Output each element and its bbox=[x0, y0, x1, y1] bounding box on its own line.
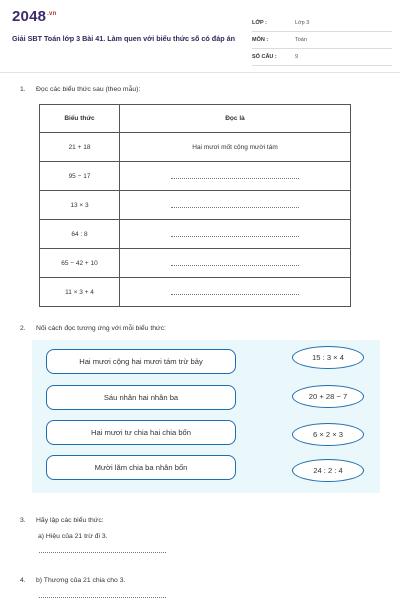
meta-key: LỚP : bbox=[252, 20, 267, 26]
question-text: Đọc các biểu thức sau (theo mẫu): bbox=[36, 86, 141, 93]
meta-value: Toán bbox=[295, 37, 307, 43]
answer-blank[interactable] bbox=[171, 231, 299, 237]
reading-cell[interactable] bbox=[120, 278, 351, 307]
reading-option[interactable]: Sáu nhân hai nhân ba bbox=[46, 385, 236, 410]
reading-cell[interactable] bbox=[120, 220, 351, 249]
question-number: 2. bbox=[20, 325, 26, 332]
column-header-expression: Biểu thức bbox=[40, 105, 120, 133]
expression-option[interactable]: 20 + 28 − 7 bbox=[292, 385, 364, 408]
logo-suffix: .vn bbox=[47, 11, 57, 17]
table-row bbox=[40, 278, 351, 307]
meta-panel bbox=[252, 15, 392, 66]
question-number: 1. bbox=[20, 86, 26, 93]
answer-blank[interactable] bbox=[171, 173, 299, 179]
expression-cell: 64 : 8 bbox=[40, 220, 120, 249]
answer-blank[interactable] bbox=[39, 597, 166, 598]
reading-option[interactable]: Hai mươi tư chia hai chia bốn bbox=[46, 420, 236, 445]
reading-cell[interactable] bbox=[120, 162, 351, 191]
expression-cell: 95 − 17 bbox=[40, 162, 120, 191]
question-number: 3. bbox=[20, 517, 26, 524]
header-divider bbox=[0, 72, 400, 73]
table-row bbox=[40, 191, 351, 220]
reading-cell[interactable] bbox=[120, 191, 351, 220]
table-header-row bbox=[40, 105, 351, 133]
table-row bbox=[40, 220, 351, 249]
expression-cell: 21 + 18 bbox=[40, 133, 120, 162]
expression-option[interactable]: 24 : 2 : 4 bbox=[292, 459, 364, 482]
answer-blank[interactable] bbox=[171, 202, 299, 208]
meta-row-subject bbox=[252, 32, 392, 49]
meta-value: 9 bbox=[295, 54, 299, 60]
document-title: Giải SBT Toán lớp 3 Bài 41. Làm quen với biểu thức số có đáp án bbox=[12, 34, 235, 43]
expression-cell: 11 × 3 + 4 bbox=[40, 278, 120, 307]
expression-table bbox=[39, 104, 351, 307]
meta-row-count bbox=[252, 49, 392, 66]
table-row bbox=[40, 162, 351, 191]
answer-blank[interactable] bbox=[171, 289, 299, 295]
answer-blank[interactable] bbox=[39, 552, 166, 553]
reading-option[interactable]: Hai mươi cộng hai mươi tám trừ bảy bbox=[46, 349, 236, 374]
column-header-reading: Đọc là bbox=[120, 105, 351, 133]
reading-cell: Hai mươi mốt cộng mười tám bbox=[120, 133, 351, 162]
question-text: Nối cách đọc tương ứng với mỗi biểu thức: bbox=[36, 325, 166, 332]
reading-option[interactable]: Mười lăm chia ba nhân bốn bbox=[46, 455, 236, 480]
question-text: b) Thương của 21 chia cho 3. bbox=[36, 577, 126, 584]
site-logo[interactable] bbox=[12, 8, 56, 25]
meta-row-class bbox=[252, 15, 392, 32]
answer-blank[interactable] bbox=[171, 260, 299, 266]
question-text: Hãy lập các biểu thức: bbox=[36, 517, 104, 524]
reading-cell[interactable] bbox=[120, 249, 351, 278]
table-row bbox=[40, 249, 351, 278]
meta-value: Lớp 3 bbox=[295, 20, 310, 26]
meta-key: MÔN : bbox=[252, 37, 269, 43]
matching-exercise bbox=[32, 340, 380, 493]
expression-cell: 13 × 3 bbox=[40, 191, 120, 220]
question-3-part-a: a) Hiệu của 21 trừ đi 3. bbox=[38, 533, 108, 540]
expression-option[interactable]: 15 : 3 × 4 bbox=[292, 346, 364, 369]
table-row bbox=[40, 133, 351, 162]
expression-option[interactable]: 6 × 2 × 3 bbox=[292, 423, 364, 446]
meta-key: SỐ CÂU : bbox=[252, 54, 277, 60]
logo-text: 2048 bbox=[12, 8, 47, 25]
question-number: 4. bbox=[20, 577, 26, 584]
document-header bbox=[12, 8, 392, 72]
expression-cell: 65 − 42 + 10 bbox=[40, 249, 120, 278]
